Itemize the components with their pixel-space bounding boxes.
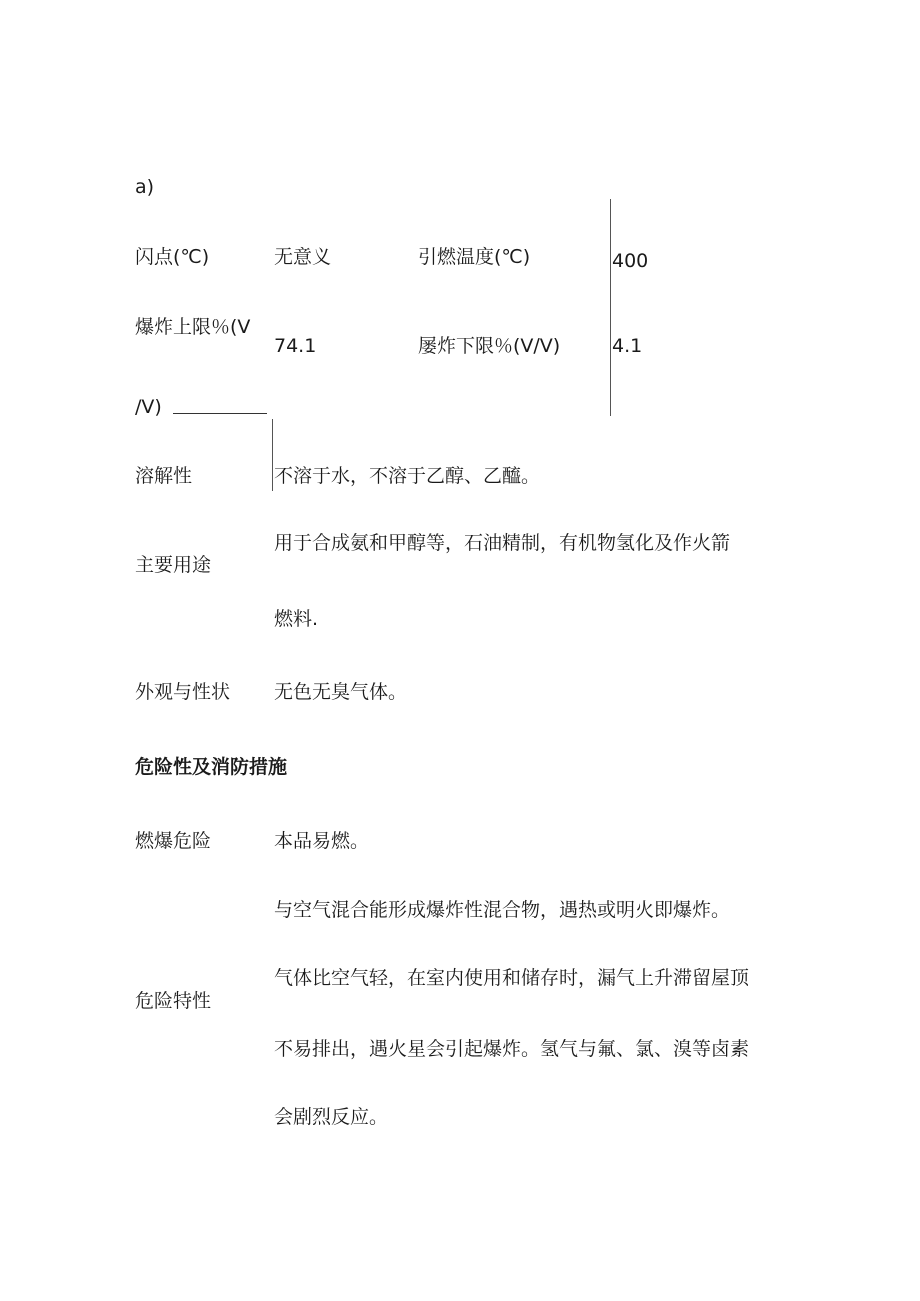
usage-value-line: 燃料. [274, 608, 319, 630]
hazard-characteristics-line: 不易排出，遇火星会引起爆炸。氢气与氟、氯、溴等卤素 [274, 1038, 750, 1060]
solubility-label: 溶解性 [135, 465, 193, 487]
hazard-characteristics-label: 危险特性 [135, 990, 212, 1012]
upper-limit-label-continued: /V) [135, 396, 162, 418]
lower-limit-value: 4.1 [612, 335, 643, 357]
ignition-temp-value: 400 [612, 250, 649, 272]
table-vertical-rule [272, 419, 273, 491]
lower-limit-label: 屡炸下限％(V∕V) [418, 335, 561, 357]
usage-label: 主要用途 [135, 554, 212, 576]
upper-limit-value: 74.1 [274, 335, 317, 357]
hazard-characteristics-line: 会剧烈反应。 [274, 1106, 389, 1128]
usage-value-line: 用于合成氨和甲醇等，石油精制，有机物氢化及作火箭 [274, 532, 731, 554]
hazard-characteristics-line: 气体比空气轻，在室内使用和储存时，漏气上升滞留屋顶 [274, 967, 750, 989]
upper-limit-label: 爆炸上限％(V [135, 316, 251, 338]
section-label: a) [135, 176, 155, 198]
appearance-value: 无色无臭气体。 [274, 681, 408, 703]
solubility-value: 不溶于水，不溶于乙醇、乙醯。 [274, 465, 541, 487]
flash-point-value: 无意义 [274, 246, 332, 268]
appearance-label: 外观与性状 [135, 681, 231, 703]
hazard-section-heading: 危险性及消防措施 [135, 756, 288, 778]
explosion-hazard-value: 本品易燃。 [274, 830, 370, 852]
flash-point-label: 闪点(℃) [135, 246, 210, 268]
underline-rule [173, 413, 267, 414]
ignition-temp-label: 引燃温度(℃) [418, 246, 531, 268]
table-vertical-rule [610, 199, 611, 416]
hazard-characteristics-line: 与空气混合能形成爆炸性混合物，遇热或明火即爆炸。 [274, 899, 731, 921]
explosion-hazard-label: 燃爆危险 [135, 830, 212, 852]
